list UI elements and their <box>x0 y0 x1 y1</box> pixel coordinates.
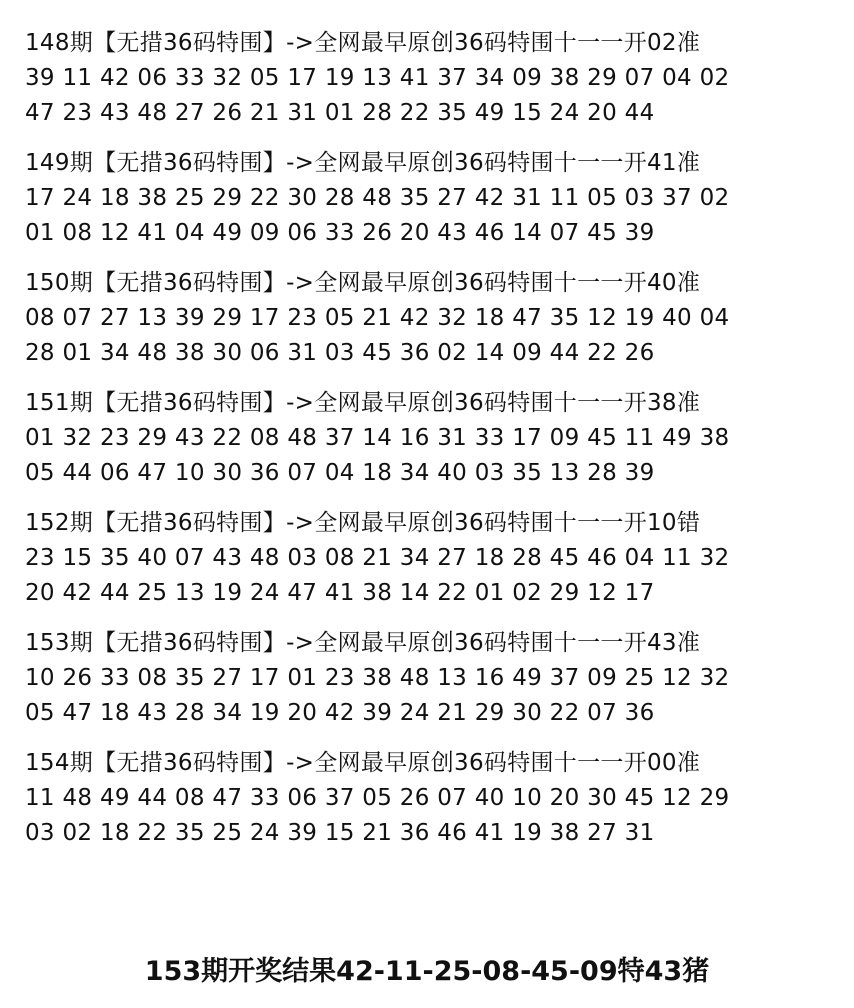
number-row-1: 23 15 35 40 07 43 48 03 08 21 34 27 18 28 45 46 04 11 32 <box>25 545 730 571</box>
entry-header: 149期【无措36码特围】->全网最早原创36码特围十一一开41准 <box>25 150 701 176</box>
entry-header: 150期【无措36码特围】->全网最早原创36码特围十一一开40准 <box>25 270 701 296</box>
number-row-2: 47 23 43 48 27 26 21 31 01 28 22 35 49 15 24 20 44 <box>25 100 655 126</box>
number-row-1: 08 07 27 13 39 29 17 23 05 21 42 32 18 47 35 12 19 40 04 <box>25 305 730 331</box>
entry-header: 153期【无措36码特围】->全网最早原创36码特围十一一开43准 <box>25 630 701 656</box>
entry-header: 151期【无措36码特围】->全网最早原创36码特围十一一开38准 <box>25 390 701 416</box>
number-row-2: 28 01 34 48 38 30 06 31 03 45 36 02 14 09 44 22 26 <box>25 340 655 366</box>
entry-152 <box>25 506 835 611</box>
number-row-2: 01 08 12 41 04 49 09 06 33 26 20 43 46 14 07 45 39 <box>25 220 655 246</box>
entry-header: 154期【无措36码特围】->全网最早原创36码特围十一一开00准 <box>25 750 701 776</box>
number-row-2: 05 47 18 43 28 34 19 20 42 39 24 21 29 30 22 07 36 <box>25 700 655 726</box>
number-row-1: 01 32 23 29 43 22 08 48 37 14 16 31 33 17 09 45 11 49 38 <box>25 425 730 451</box>
number-row-1: 17 24 18 38 25 29 22 30 28 48 35 27 42 31 11 05 03 37 02 <box>25 185 730 211</box>
entry-153 <box>25 626 835 731</box>
number-row-2: 03 02 18 22 35 25 24 39 15 21 36 46 41 19 38 27 31 <box>25 820 655 846</box>
number-row-1: 39 11 42 06 33 32 05 17 19 13 41 37 34 09 38 29 07 04 02 <box>25 65 730 91</box>
number-row-1: 10 26 33 08 35 27 17 01 23 38 48 13 16 49 37 09 25 12 32 <box>25 665 730 691</box>
entry-header: 152期【无措36码特围】->全网最早原创36码特围十一一开10错 <box>25 510 701 536</box>
entry-150 <box>25 266 835 371</box>
entry-154 <box>25 746 835 851</box>
entry-149 <box>25 146 835 251</box>
entry-header: 148期【无措36码特围】->全网最早原创36码特围十一一开02准 <box>25 30 701 56</box>
number-row-1: 11 48 49 44 08 47 33 06 37 05 26 07 40 10 20 30 45 12 29 <box>25 785 730 811</box>
entry-148 <box>25 26 835 131</box>
number-row-2: 05 44 06 47 10 30 36 07 04 18 34 40 03 35 13 28 39 <box>25 460 655 486</box>
entry-151 <box>25 386 835 491</box>
draw-result-banner: 153期开奖结果42-11-25-08-45-09特43猪 <box>144 956 710 987</box>
number-row-2: 20 42 44 25 13 19 24 47 41 38 14 22 01 02 29 12 17 <box>25 580 655 606</box>
